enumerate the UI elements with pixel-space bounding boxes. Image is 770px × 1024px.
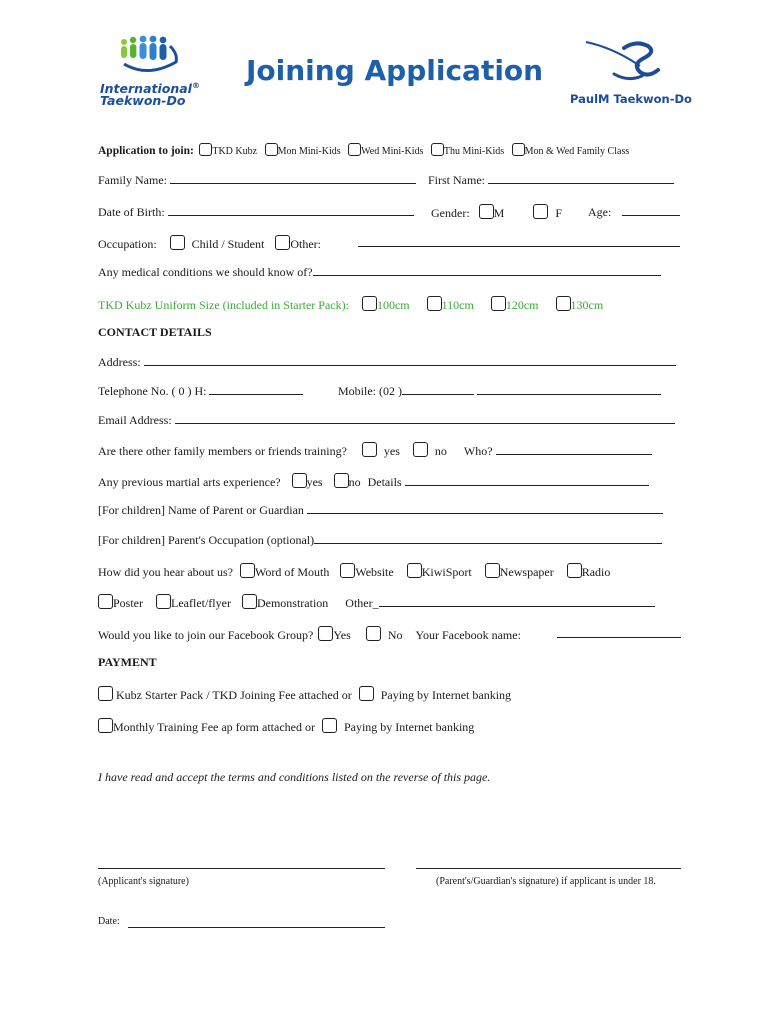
other-field[interactable] — [379, 595, 655, 607]
mobile-label: Mobile: (02 ) — [338, 384, 402, 398]
details-label: Details — [367, 475, 402, 489]
other-label: Other_ — [345, 596, 379, 610]
yes-label: yes — [383, 444, 400, 458]
family-training-row — [98, 442, 652, 459]
date-line[interactable] — [128, 927, 385, 928]
parent-occ-label: [For children] Parent's Occupation (optional) — [98, 533, 315, 547]
medical-row — [98, 264, 661, 280]
parent-name-label: [For children] Name of Parent or Guardian — [98, 503, 304, 517]
family-training-no-checkbox[interactable] — [413, 442, 428, 457]
mobile-field-1[interactable] — [402, 383, 474, 395]
email-row — [98, 412, 675, 428]
hear-row — [98, 563, 610, 580]
size-120-checkbox[interactable] — [491, 296, 506, 311]
first-name-label: First Name: — [428, 173, 485, 187]
occ-child-label: Child / Student — [191, 237, 265, 251]
who-field[interactable] — [496, 443, 652, 455]
terms-statement: I have read and accept the terms and conditions listed on the reverse of this page. — [98, 770, 491, 784]
address-field[interactable] — [144, 354, 676, 366]
email-field[interactable] — [175, 412, 675, 424]
occupation-label: Occupation: — [98, 237, 157, 251]
address-label: Address: — [98, 355, 141, 369]
size-label: 100cm — [376, 298, 410, 312]
parent-signature-line[interactable] — [416, 868, 681, 869]
family-name-field[interactable] — [170, 172, 416, 184]
starter-pack-checkbox[interactable] — [98, 686, 113, 701]
paulm-logo-icon — [584, 38, 668, 88]
occ-child-checkbox[interactable] — [170, 235, 185, 250]
uniform-row — [98, 296, 603, 313]
payment-line1-a: Kubz Starter Pack / TKD Joining Fee attached or — [116, 688, 352, 702]
payment-row-1 — [98, 686, 511, 703]
fb-name-field[interactable] — [557, 626, 681, 638]
registered-mark: ® — [191, 81, 200, 90]
radio-checkbox[interactable] — [567, 563, 582, 578]
parent-signature-label: (Parent's/Guardian's signature) if applicant is under 18. — [436, 876, 656, 887]
mobile-row — [338, 383, 661, 399]
who-label: Who? — [463, 444, 493, 458]
email-label: Email Address: — [98, 413, 172, 427]
occ-other-field[interactable] — [358, 235, 680, 247]
payment-line2-b: Paying by Internet banking — [343, 720, 475, 734]
first-name-field[interactable] — [488, 172, 674, 184]
hear-option-label: Website — [355, 565, 394, 579]
family-class-checkbox[interactable] — [512, 143, 525, 156]
hear-row-2 — [98, 594, 655, 611]
dob-field[interactable] — [168, 204, 414, 216]
hear-option-label: Radio — [581, 565, 611, 579]
payment-line2-a: Monthly Training Fee ap form attached or — [113, 720, 315, 734]
parent-occ-row — [98, 532, 662, 548]
gender-f-label: F — [555, 206, 563, 220]
martial-arts-label: Any previous martial arts experience? — [98, 475, 281, 489]
apply-label: Application to join: — [98, 145, 194, 157]
apply-option-label: Mon Mini-Kids — [277, 146, 341, 157]
age-field[interactable] — [622, 204, 680, 216]
dob-row — [98, 204, 414, 220]
facebook-row — [98, 626, 521, 643]
gender-f-checkbox[interactable] — [533, 204, 548, 219]
fb-no-label: No — [387, 628, 403, 642]
medical-field[interactable] — [313, 264, 661, 276]
parent-name-row — [98, 502, 663, 518]
family-name-row — [98, 172, 416, 188]
kiwisport-checkbox[interactable] — [407, 563, 422, 578]
hear-option-label: Demonstration — [256, 596, 329, 610]
monthly-fee-checkbox[interactable] — [98, 718, 113, 733]
payment-row-2 — [98, 718, 474, 735]
fb-name-label: Your Facebook name: — [415, 628, 521, 642]
apply-option-label: Mon & Wed Family Class — [524, 146, 630, 157]
wed-mini-kids-checkbox[interactable] — [348, 143, 361, 156]
hear-label: How did you hear about us? — [98, 565, 233, 579]
family-name-label: Family Name: — [98, 173, 167, 187]
hear-option-label: Poster — [113, 596, 143, 610]
size-label: 130cm — [570, 298, 604, 312]
first-name-row — [428, 172, 674, 188]
itf-logo-icon — [118, 34, 182, 80]
tkd-kubz-checkbox[interactable] — [199, 143, 212, 156]
hear-option-label: Word of Mouth — [254, 565, 330, 579]
hear-option-label: Newspaper — [499, 565, 554, 579]
telephone-field[interactable] — [209, 383, 303, 395]
demonstration-checkbox[interactable] — [242, 594, 257, 609]
size-100-checkbox[interactable] — [362, 296, 377, 311]
facebook-yes-checkbox[interactable] — [318, 626, 333, 641]
word-of-mouth-checkbox[interactable] — [240, 563, 255, 578]
parent-occ-field[interactable] — [314, 532, 662, 544]
family-training-label: Are there other family members or friends training? — [98, 444, 347, 458]
age-row — [588, 204, 680, 220]
contact-heading: CONTACT DETAILS — [98, 325, 212, 339]
uniform-label: TKD Kubz Uniform Size (included in Starter Pack): — [98, 298, 349, 312]
itf-logo-text-2: Taekwon-Do — [100, 93, 186, 108]
dob-label: Date of Birth: — [98, 205, 165, 219]
apply-row — [98, 143, 629, 157]
occ-other-checkbox[interactable] — [275, 235, 290, 250]
telephone-label: Telephone No. ( 0 ) H: — [98, 384, 207, 398]
mon-mini-kids-checkbox[interactable] — [265, 143, 278, 156]
internet-banking-2-checkbox[interactable] — [322, 718, 337, 733]
martial-arts-yes-checkbox[interactable] — [292, 473, 307, 488]
no-label: no — [434, 444, 447, 458]
applicant-signature-line[interactable] — [98, 868, 385, 869]
occ-other-label: Other: — [290, 237, 321, 251]
date-label: Date: — [98, 916, 120, 927]
apply-option-label: Wed Mini-Kids — [361, 146, 424, 157]
no-label: no — [348, 475, 361, 489]
payment-line1-b: Paying by Internet banking — [380, 688, 512, 702]
facebook-label: Would you like to join our Facebook Group? — [98, 628, 314, 642]
apply-option-label: TKD Kubz — [212, 146, 258, 157]
mobile-field-2[interactable] — [477, 383, 661, 395]
martial-arts-row — [98, 473, 649, 490]
telephone-row — [98, 383, 303, 399]
paulm-logo-text: PaulM Taekwon-Do — [570, 92, 692, 106]
thu-mini-kids-checkbox[interactable] — [431, 143, 444, 156]
gender-label: Gender: — [431, 206, 470, 220]
page-title: Joining Application — [246, 54, 544, 87]
martial-arts-no-checkbox[interactable] — [334, 473, 349, 488]
parent-name-field[interactable] — [307, 502, 663, 514]
age-label: Age: — [588, 205, 612, 219]
medical-label: Any medical conditions we should know of? — [98, 265, 313, 279]
size-110-checkbox[interactable] — [427, 296, 442, 311]
size-130-checkbox[interactable] — [556, 296, 571, 311]
details-field[interactable] — [405, 474, 649, 486]
yes-label: yes — [306, 475, 323, 489]
gender-row — [431, 204, 562, 221]
apply-option-label: Thu Mini-Kids — [443, 146, 505, 157]
size-label: 110cm — [441, 298, 474, 312]
facebook-no-checkbox[interactable] — [366, 626, 381, 641]
gender-m-checkbox[interactable] — [479, 204, 494, 219]
size-label: 120cm — [505, 298, 539, 312]
address-row — [98, 354, 676, 370]
occupation-row — [98, 235, 321, 252]
website-checkbox[interactable] — [340, 563, 355, 578]
itf-logo-text-1: International — [100, 81, 192, 97]
fb-yes-label: Yes — [333, 628, 351, 642]
internet-banking-1-checkbox[interactable] — [359, 686, 374, 701]
poster-checkbox[interactable] — [98, 594, 113, 609]
hear-option-label: KiwiSport — [421, 565, 472, 579]
family-training-yes-checkbox[interactable] — [362, 442, 377, 457]
newspaper-checkbox[interactable] — [485, 563, 500, 578]
applicant-signature-label: (Applicant's signature) — [98, 876, 189, 887]
hear-option-label: Leaflet/flyer — [171, 596, 231, 610]
payment-heading: PAYMENT — [98, 655, 157, 669]
leaflet-checkbox[interactable] — [156, 594, 171, 609]
gender-m-label: M — [493, 206, 505, 220]
